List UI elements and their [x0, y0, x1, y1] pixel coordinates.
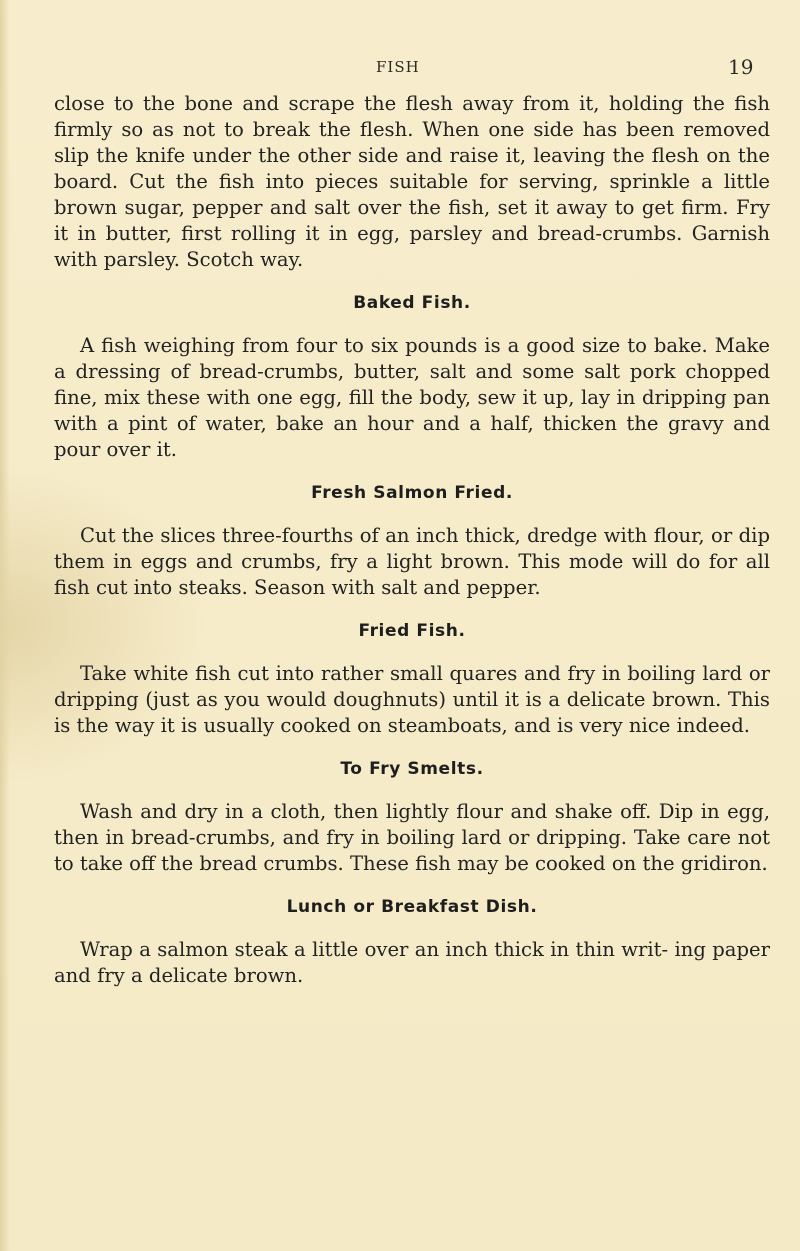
recipe-title-lunch-or-breakfast-dish: Lunch or Breakfast Dish.	[286, 897, 538, 917]
page-number: 19	[728, 55, 754, 79]
running-title: FISH	[376, 58, 420, 76]
recipe-title-fresh-salmon-fried: Fresh Salmon Fried.	[311, 483, 513, 503]
intro-paragraph: close to the bone and scrape the flesh away from it, holding the fish firmly so as not to break the flesh. When one side has been removed slip the knife under the other side and raise it, leaving the flesh on the board. Cut the fish into pieces suitable for serving, sprinkle a little brown sugar, pepper and salt over the fish, set it away to get firm. Fry it in butter, first rolling it in egg, parsley and bread-crumbs. Garnish with parsley. Scotch way.	[54, 92, 770, 271]
page-edge-shadow	[0, 0, 10, 1251]
recipe-text-fried-fish: Take white fish cut into rather small quares and fry in boiling lard or dripping (just as you would doughnuts) until it is a delicate brown. This is the way it is usually cooked on steamboats, and is very nice indeed.	[54, 662, 770, 737]
recipe-text-fresh-salmon-fried: Cut the slices three-fourths of an inch thick, dredge with flour, or dip them in eggs and crumbs, fry a light brown. This mode will do for all fish cut into steaks. Season with salt and pepper.	[54, 524, 770, 599]
running-head	[0, 55, 800, 82]
recipe-text-lunch-or-breakfast-dish: Wrap a salmon steak a little over an inch thick in thin writ- ing paper and fry a delicate brown.	[54, 938, 770, 987]
recipe-text-to-fry-smelts: Wash and dry in a cloth, then lightly flour and shake off. Dip in egg, then in bread-crumbs, and fry in boiling lard or dripping. Take care not to take off the bread crumbs. These fish may be cooked on the gridiron.	[54, 800, 770, 875]
recipe-title-to-fry-smelts: To Fry Smelts.	[340, 759, 484, 779]
recipe-title-fried-fish: Fried Fish.	[358, 621, 466, 641]
recipe-text-baked-fish: A fish weighing from four to six pounds is a good size to bake. Make a dressing of bread-crumbs, butter, salt and some salt pork chopped fine, mix these with one egg, fill the body, sew it up, lay in dripping pan with a pint of water, bake an hour and a half, thicken the gravy and pour over it.	[54, 334, 770, 461]
recipe-title-baked-fish: Baked Fish.	[353, 293, 471, 313]
page-body	[54, 91, 770, 989]
